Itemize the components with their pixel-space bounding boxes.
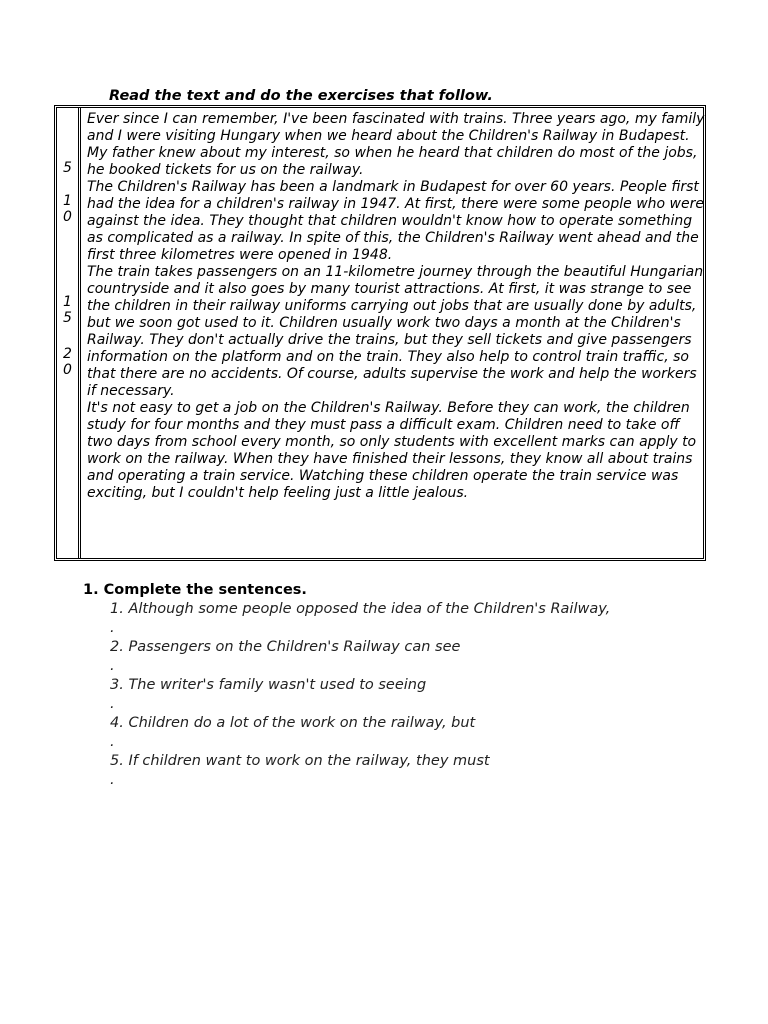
answer-blank[interactable]: . [110, 658, 115, 674]
line-number: 2 0 [63, 346, 72, 378]
reading-passage [87, 111, 707, 502]
answer-blank[interactable]: . [110, 696, 115, 712]
exercise-item [110, 600, 610, 638]
exercise-title: 1. Complete the sentences. [83, 582, 307, 598]
line-number-column [57, 108, 81, 558]
answer-blank[interactable]: . [110, 734, 115, 750]
exercise-item [110, 714, 610, 752]
sentence-stem: 1. Although some people opposed the idea of the Children's Railway, [110, 601, 611, 617]
exercise-item [110, 638, 610, 676]
exercise-item [110, 752, 610, 790]
exercise-item [110, 676, 610, 714]
sentence-stem: 4. Children do a lot of the work on the railway, but [110, 715, 476, 731]
exercise-items [110, 600, 610, 790]
answer-blank[interactable]: . [110, 772, 115, 788]
line-number: 1 0 [63, 193, 72, 225]
instruction-heading: Read the text and do the exercises that follow. [109, 88, 493, 104]
line-number: 1 5 [63, 294, 72, 326]
sentence-stem: 5. If children want to work on the railway, they must [110, 753, 490, 769]
passage-paragraph: It's not easy to get a job on the Children's Railway. Before they can work, the children study for four months and they must pass a difficult exam. Children need to take off two days from school every month, so only students with excellent marks can apply to work on the railway. When they have finished their lessons, they know all about trains and operating a train service. Watching these children operate the train service was exciting, but I couldn't help feeling just a little jealous. [87, 400, 697, 501]
passage-paragraph: Ever since I can remember, I've been fascinated with trains. Three years ago, my family and I were visiting Hungary when we heard about the Children's Railway in Budapest. My father knew about my interest, so when he heard that children do most of the jobs, he booked tickets for us on the railway. [87, 111, 705, 178]
answer-blank[interactable]: . [110, 620, 115, 636]
passage-paragraph: The Children's Railway has been a landmark in Budapest for over 60 years. People first had the idea for a children's railway in 1947. At first, there were some people who were against the idea. They thought that children wouldn't know how to operate something as complicated as a railway. In spite of this, the Children's Railway went ahead and the first three kilometres were opened in 1948. [87, 179, 704, 263]
sentence-stem: 2. Passengers on the Children's Railway can see [110, 639, 461, 655]
reading-passage-frame [54, 105, 706, 561]
sentence-stem: 3. The writer's family wasn't used to seeing [110, 677, 427, 693]
line-number: 5 [63, 160, 72, 176]
passage-paragraph: The train takes passengers on an 11-kilometre journey through the beautiful Hungarian countryside and it also goes by many tourist attractions. At first, it was strange to see the children in their railway uniforms carrying out jobs that are usually done by adults, but we soon got used to it. Children usually work two days a month at the Children's Railway. They don't actually drive the trains, but they sell tickets and give passengers information on the platform and on the train. They also help to control train traffic, so that there are no accidents. Of course, adults supervise the work and help the workers if necessary. [87, 264, 704, 399]
